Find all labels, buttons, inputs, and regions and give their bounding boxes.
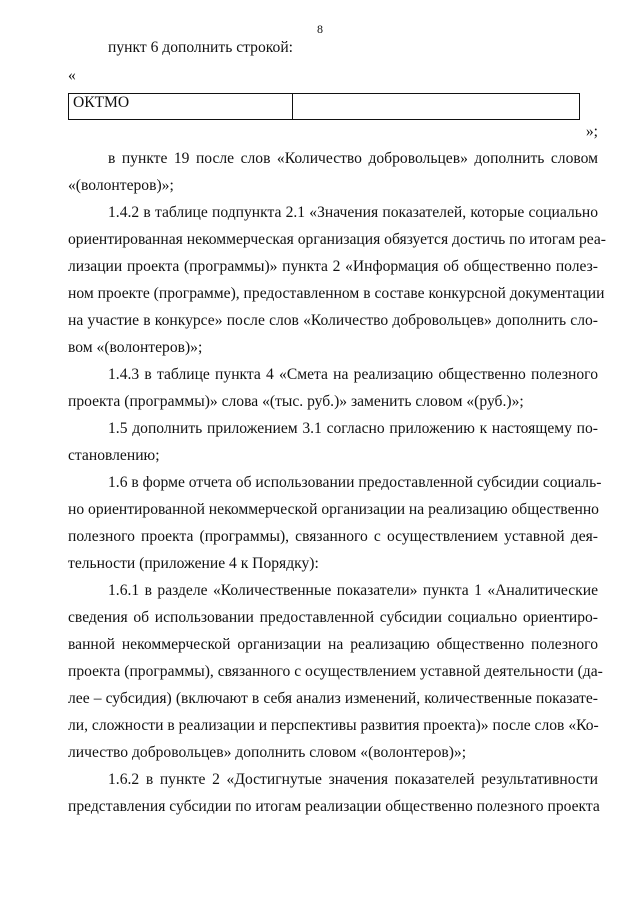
paragraph-line: 1.5 дополнить приложением 3.1 согласно приложению к настоящему по- — [108, 420, 598, 437]
paragraph-line: становлению; — [68, 447, 160, 464]
paragraph-line: вом «(волонтеров)»; — [68, 339, 203, 356]
paragraph-line: 1.4.2 в таблице подпункта 2.1 «Значения показателей, которые социально — [108, 204, 598, 221]
paragraph-line: тельности (приложение 4 к Порядку): — [68, 555, 319, 572]
paragraph-line: 1.6.2 в пункте 2 «Достигнутые значения показателей результативности — [108, 771, 598, 788]
paragraph-line: лее – субсидия) (включают в себя анализ изменений, количественные показате- — [68, 690, 598, 707]
paragraph-line: полезного проекта (программы), связанного с осуществлением уставной дея- — [68, 528, 598, 545]
paragraph-line: ванной некоммерческой организации на реализацию общественно полезного — [68, 636, 598, 653]
paragraph-line: ном проекте (программе), предоставленном в составе конкурсной документации — [68, 285, 605, 302]
paragraph-line: проекта (программы), связанного с осуществлением уставной деятельности (да- — [68, 663, 603, 680]
paragraph-line: «(волонтеров)»; — [68, 177, 174, 194]
open-quote: « — [68, 67, 76, 84]
paragraph-line: представления субсидии по итогам реализации общественно полезного проекта — [68, 798, 600, 815]
paragraph-line: личество добровольцев» дополнить словом «(волонтеров)»; — [68, 744, 467, 761]
page-number: 8 — [317, 22, 323, 36]
intro-line: пункт 6 дополнить строкой: — [108, 39, 294, 56]
close-quote: »; — [585, 123, 598, 140]
paragraph-line: на участие в конкурсе» после слов «Количество добровольцев» дополнить сло- — [68, 312, 598, 329]
paragraph-line: в пункте 19 после слов «Количество добровольцев» дополнить словом — [108, 150, 598, 167]
paragraph-line: ориентированная некоммерческая организация обязуется достичь по итогам реа- — [68, 231, 606, 248]
paragraph-line: проекта (программы)» слова «(тыс. руб.)» заменить словом «(руб.)»; — [68, 393, 524, 410]
oktmo-table — [68, 93, 580, 120]
paragraph-line: 1.6.1 в разделе «Количественные показатели» пункта 1 «Аналитические — [108, 582, 598, 599]
paragraph-line: но ориентированной некоммерческой организации на реализацию общественно — [68, 501, 599, 518]
paragraph-line: 1.4.3 в таблице пункта 4 «Смета на реализацию общественно полезного — [108, 366, 598, 383]
oktmo-cell-value — [293, 94, 580, 120]
paragraph-line: ли, сложности в реализации и перспективы развития проекта)» после слов «Ко- — [68, 717, 599, 734]
paragraph-line: 1.6 в форме отчета об использовании предоставленной субсидии социаль- — [108, 474, 602, 491]
oktmo-cell-label: ОКТМО — [69, 94, 293, 120]
paragraph-line: сведения об использовании предоставленной субсидии социально ориентиро- — [68, 609, 598, 626]
paragraph-line: лизации проекта (программы)» пункта 2 «Информация об общественно полез- — [68, 258, 598, 275]
